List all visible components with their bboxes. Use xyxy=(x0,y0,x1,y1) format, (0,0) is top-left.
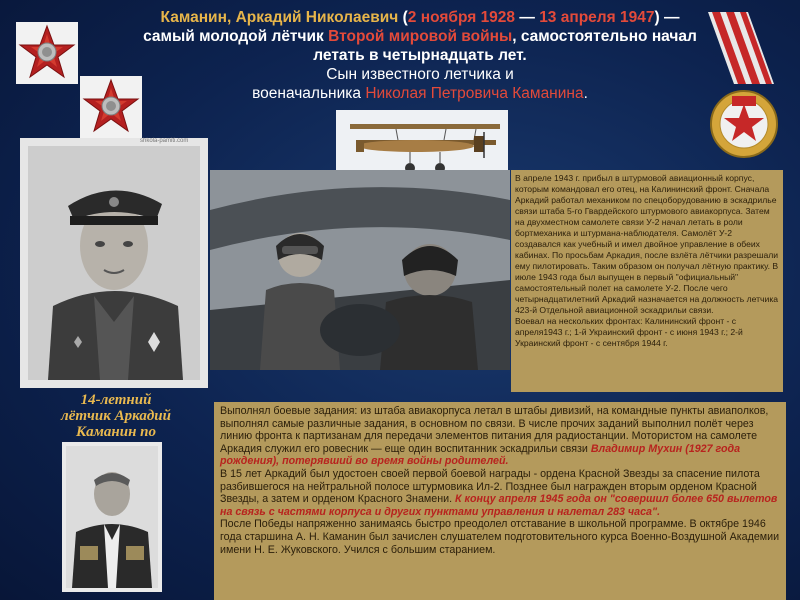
father-link[interactable]: Николая Петровича Каманина xyxy=(365,85,584,102)
header-paren-close: ) — самый молодой лётчик xyxy=(143,9,680,45)
caption-line1: 14-летний xyxy=(80,392,152,408)
ww2-link[interactable]: Второй мировой войны xyxy=(328,28,513,45)
caption-line2: лётчик Аркадий xyxy=(61,408,171,424)
hero-name: Каманин, Аркадий Николаевич xyxy=(160,9,399,26)
bottom-p3: После Победы напряженно занимаясь быстро преодолел отставание в школьной программе. В октябре 1946 года старшина А. Н. Каманин был зачислен слушателем подготовительного курса Военно-Воздушной Академии имени Н. Е. Жуковского. Учился с большим старанием. xyxy=(220,518,780,556)
bottom-p2: В 15 лет Аркадий был удостоен своей первой боевой награды - ордена Красной Звезды за спасение пилота разбившегося на нейтральной полосе штурмовика Ил-2. Позднее был награжден вторым орденом Красной Звезды, а затем и орденом Красного Знамени. xyxy=(220,467,760,506)
header-rest: , самостоятельно начал летать в четырнадцать лет. xyxy=(313,28,697,64)
page-header xyxy=(140,8,700,103)
header-sub2-prefix: военачальника xyxy=(252,85,366,102)
birth-date-link[interactable]: 2 ноября 1928 xyxy=(407,9,516,26)
order-red-banner-icon xyxy=(696,12,786,167)
death-date-link[interactable]: 13 апреля 1947 xyxy=(539,9,655,26)
father-photo xyxy=(62,442,162,592)
mukhin-link[interactable]: Владимир Мухин (1927 года рождения), потерявший во время войны родителей. xyxy=(220,442,741,468)
header-dash: — xyxy=(515,9,540,26)
caption-line3: Каманин по xyxy=(75,424,157,440)
portrait-photo xyxy=(20,138,208,388)
infobox-text: В апреле 1943 г. прибыл в штурмовой авиационный корпус, которым командовал его отец, на Калининский фронт. Сначала Аркадий работал механиком по спецоборудованию в эскадрилье связи штаба 5-го Гвардейского штурмового авиакорпуса. Затем на двухместном самолете связи У-2 начал летать в роли бортмеханика и штурмана-наблюдателя. Самолёт У-2 создавался как учебный и имел двойное управление в обеих кабинах. По просьбам Аркадия, после взлёта лётчики разрешали ему пилотировать. Таким образом он получал лётную практику. В июле 1943 года был выпущен в первый "официальный" самостоятельный полет на самолете У-2. После чего четырнадцатилетний Аркадий назначается на должность летчика 423-й Отдельной авиационной эскадрильи связи. xyxy=(515,173,779,315)
photo-caption xyxy=(30,392,202,440)
red-star-order-icon xyxy=(80,76,142,138)
header-sub1: Сын известного летчика и xyxy=(326,66,514,83)
biography-main-text xyxy=(214,402,786,600)
cockpit-photo xyxy=(210,170,510,370)
header-sub2-suffix: . xyxy=(583,85,588,102)
header-paren-open: ( xyxy=(398,9,408,26)
portrait-watermark: shkola-pamiti.com xyxy=(140,138,189,144)
sorties-quote: К концу апреля 1945 года он "совершил более 650 вылетов на связь с частями корпуса и других пунктами управления и налетал 283 часа". xyxy=(220,493,778,518)
biography-infobox xyxy=(511,170,783,392)
red-star-order-icon xyxy=(16,22,78,84)
bottom-p1: Выполнял боевые задания: из штаба авиакорпуса летал в штабы дивизий, на командные пункты авиаполков, выполнял самые различные задания, в основном по связи. В числе прочих заданий выполнил полёт через линию фронта к партизанам для передачи элементов питания для радиостанции. Мотористом на самолете Аркадия служил его ровесник — еще один воспитанник эскадрильи связи xyxy=(220,405,769,455)
infobox-fronts: Воевал на нескольких фронтах: Калининский фронт - с апреля1943 г.; 1-й Украинский фронт - с июня 1943 г.; 2-й Украинский фронт - с сентября 1944 г. xyxy=(515,316,743,348)
